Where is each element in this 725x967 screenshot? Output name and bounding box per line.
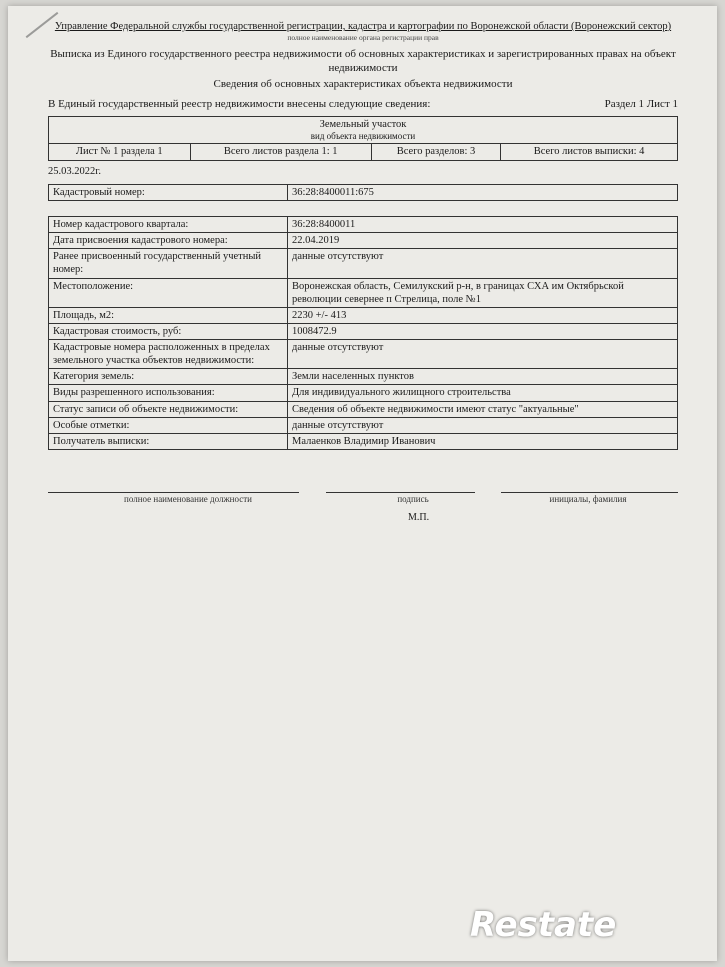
row-label: Особые отметки: bbox=[49, 417, 288, 433]
signature-table bbox=[48, 466, 678, 493]
row-label: Площадь, м2: bbox=[49, 307, 288, 323]
row-value: Сведения об объекте недвижимости имеют статус "актуальные" bbox=[288, 401, 678, 417]
row-value: данные отсутствуют bbox=[288, 340, 678, 369]
row-value: 36:28:8400011 bbox=[288, 217, 678, 233]
table-row bbox=[49, 233, 678, 249]
row-label: Кадастровые номера расположенных в пределах земельного участка объектов недвижимости: bbox=[49, 340, 288, 369]
agency-caption: полное наименование органа регистрации прав bbox=[287, 33, 439, 43]
row-value: Воронежская область, Семилукский р-н, в границах СХА им Октябрьской революции севернее п Стрелица, поле №1 bbox=[288, 278, 678, 307]
row-label: Кадастровая стоимость, руб: bbox=[49, 323, 288, 339]
table-row bbox=[49, 217, 678, 233]
position-line bbox=[48, 466, 299, 493]
object-kind: Земельный участок вид объекта недвижимости bbox=[49, 117, 678, 144]
row-label: Категория земель: bbox=[49, 369, 288, 385]
row-label: Номер кадастрового квартала: bbox=[49, 217, 288, 233]
document-header bbox=[48, 20, 678, 94]
object-kind-caption: вид объекта недвижимости bbox=[310, 131, 416, 142]
row-value: Для индивидуального жилищного строительства bbox=[288, 385, 678, 401]
sheets-in-section: Всего листов раздела 1: 1 bbox=[190, 144, 371, 160]
row-label: Ранее присвоенный государственный учетный номер: bbox=[49, 249, 288, 278]
row-value: Земли населенных пунктов bbox=[288, 369, 678, 385]
document-page bbox=[8, 6, 717, 961]
name-line bbox=[501, 466, 678, 493]
row-value: данные отсутствуют bbox=[288, 249, 678, 278]
intro-row bbox=[48, 98, 678, 110]
table-row bbox=[49, 249, 678, 278]
row-label: Дата присвоения кадастрового номера: bbox=[49, 233, 288, 249]
table-row bbox=[49, 433, 678, 449]
watermark-logo: Restate bbox=[470, 905, 617, 945]
table-row bbox=[49, 369, 678, 385]
row-value: 22.04.2019 bbox=[288, 233, 678, 249]
sheets-total: Всего листов выписки: 4 bbox=[501, 144, 678, 160]
signature-captions bbox=[48, 494, 678, 504]
row-label: Получатель выписки: bbox=[49, 433, 288, 449]
name-caption: инициалы, фамилия bbox=[549, 494, 627, 504]
row-label: Виды разрешенного использования: bbox=[49, 385, 288, 401]
table-row bbox=[49, 385, 678, 401]
section-label: Раздел 1 Лист 1 bbox=[604, 98, 678, 110]
document-subtitle: Сведения об основных характеристиках объекта недвижимости bbox=[213, 77, 513, 90]
seal-place-label: М.П. bbox=[408, 512, 430, 523]
sheet-number: Лист № 1 раздела 1 bbox=[49, 144, 191, 160]
characteristics-table bbox=[48, 216, 678, 450]
row-value: 1008472.9 bbox=[288, 323, 678, 339]
table-row bbox=[49, 307, 678, 323]
table-row bbox=[49, 323, 678, 339]
intro-text: В Единый государственный реестр недвижимости внесены следующие сведения: bbox=[48, 98, 431, 110]
cadastral-number-table bbox=[48, 184, 678, 201]
row-label: Статус записи об объекте недвижимости: bbox=[49, 401, 288, 417]
table-row bbox=[49, 401, 678, 417]
table-row bbox=[49, 278, 678, 307]
table-row bbox=[49, 417, 678, 433]
object-kind-table bbox=[48, 116, 678, 161]
row-label: Местоположение: bbox=[49, 278, 288, 307]
sections-total: Всего разделов: 3 bbox=[371, 144, 500, 160]
agency-name: Управление Федеральной службы государственной регистрации, кадастра и картографии по Воронежской области (Воронежский сектор) bbox=[54, 21, 672, 32]
sign-caption: подпись bbox=[397, 494, 429, 504]
row-value: 2230 +/- 413 bbox=[288, 307, 678, 323]
document-title: Выписка из Единого государственного реестра недвижимости об основных характеристиках и зарегистрированных правах на объект недвижимости bbox=[50, 48, 676, 74]
table-row bbox=[49, 340, 678, 369]
signature-line bbox=[326, 466, 474, 493]
extract-date: 25.03.2022г. bbox=[48, 166, 101, 177]
row-value: Малаенков Владимир Иванович bbox=[288, 433, 678, 449]
cadastral-label: Кадастровый номер: bbox=[49, 185, 288, 201]
cadastral-value: 36:28:8400011:675 bbox=[288, 185, 678, 201]
row-value: данные отсутствуют bbox=[288, 417, 678, 433]
position-caption: полное наименование должности bbox=[124, 494, 252, 504]
